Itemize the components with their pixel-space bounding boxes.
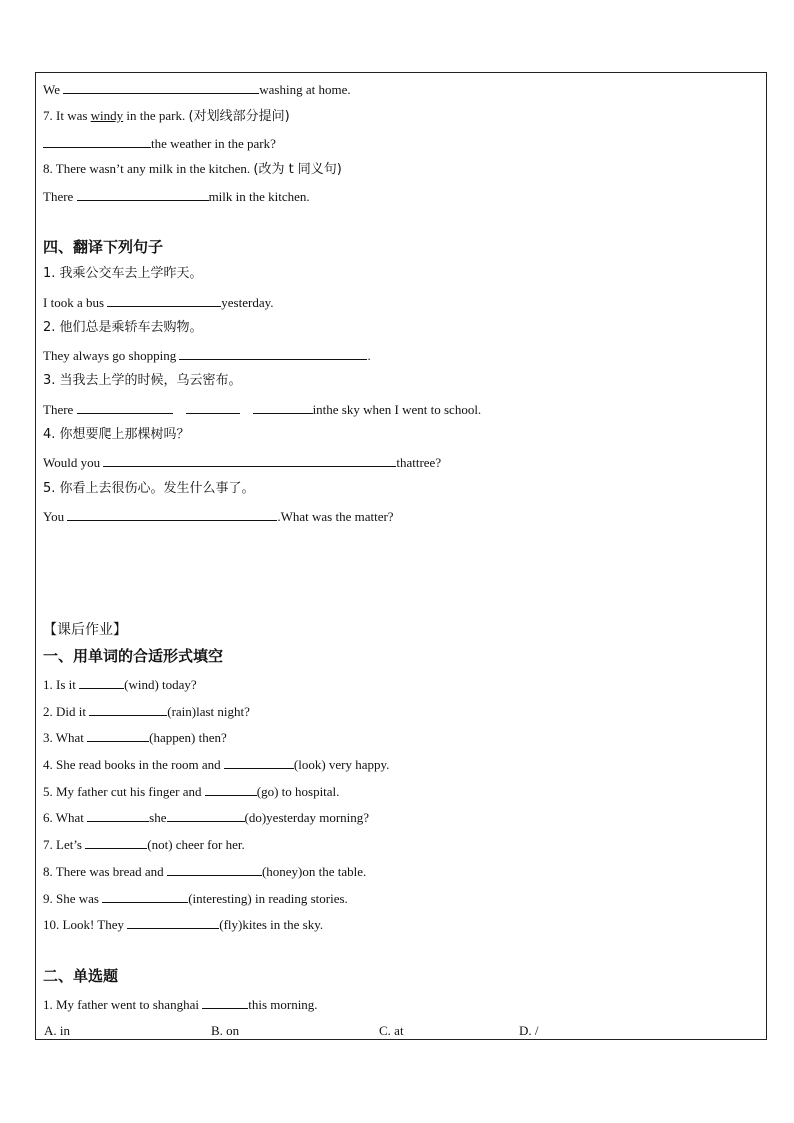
- translation-answer-5: You .What was the matter?: [43, 509, 394, 524]
- answer-blank[interactable]: [77, 401, 173, 414]
- translation-answer-1: I took a bus yesterday.: [43, 295, 274, 310]
- fill-item-10: 10. Look! They (fly)kites in the sky.: [43, 917, 324, 932]
- fill-item-6: 6. What she (do)yesterday morning?: [43, 810, 370, 825]
- answer-blank[interactable]: [202, 996, 248, 1009]
- translation-answer-4: Would you thattree?: [43, 455, 442, 470]
- answer-blank[interactable]: [67, 508, 277, 521]
- answer-blank[interactable]: [87, 729, 149, 742]
- fill-item-2: 2. Did it (rain)last night?: [43, 704, 250, 719]
- mc-option-b[interactable]: B. on: [211, 1023, 240, 1038]
- translation-prompt-4: 4. 你想要爬上那棵树吗？: [43, 427, 190, 442]
- homework-part-2-heading: 二、单选题: [43, 967, 119, 985]
- answer-blank[interactable]: [85, 836, 147, 849]
- translation-prompt-1: 1. 我乘公交车去上学昨天。: [43, 266, 203, 281]
- answer-blank[interactable]: [253, 401, 313, 414]
- fill-item-8: 8. There was bread and (honey)on the table.: [43, 864, 367, 879]
- rewrite-line-we: We washing at home.: [43, 82, 351, 97]
- translation-prompt-2: 2. 他们总是乘轿车去购物。: [43, 320, 203, 335]
- answer-blank[interactable]: [89, 703, 167, 716]
- answer-blank[interactable]: [205, 783, 257, 796]
- answer-blank[interactable]: [43, 135, 151, 148]
- mc-option-d[interactable]: D. /: [519, 1023, 539, 1038]
- section-4-heading: 四、翻译下列句子: [43, 238, 164, 256]
- fill-item-7: 7. Let’s (not) cheer for her.: [43, 837, 245, 852]
- answer-line-8: There milk in the kitchen.: [43, 189, 310, 204]
- translation-prompt-5: 5. 你看上去很伤心。发生什么事了。: [43, 481, 255, 496]
- homework-part-1-heading: 一、用单词的合适形式填空: [43, 647, 224, 665]
- mc-question-1: 1. My father went to shanghai this morning.: [43, 997, 318, 1012]
- answer-blank[interactable]: [103, 454, 396, 467]
- answer-blank[interactable]: [167, 809, 245, 822]
- answer-blank[interactable]: [77, 188, 209, 201]
- answer-blank[interactable]: [167, 863, 262, 876]
- mc-option-a[interactable]: A. in: [44, 1023, 70, 1038]
- answer-blank[interactable]: [186, 401, 240, 414]
- answer-blank[interactable]: [127, 916, 219, 929]
- mc-option-c[interactable]: C. at: [379, 1023, 404, 1038]
- answer-blank[interactable]: [79, 676, 124, 689]
- translation-answer-2: They always go shopping .: [43, 348, 371, 363]
- fill-item-9: 9. She was (interesting) in reading stories.: [43, 891, 348, 906]
- translation-prompt-3: 3. 当我去上学的时候，乌云密布。: [43, 373, 242, 388]
- answer-line-7: the weather in the park?: [43, 135, 276, 152]
- answer-blank[interactable]: [179, 347, 367, 360]
- answer-blank[interactable]: [102, 890, 188, 903]
- answer-blank[interactable]: [63, 81, 259, 94]
- answer-blank[interactable]: [224, 756, 294, 769]
- fill-item-1: 1. Is it (wind) today?: [43, 677, 197, 692]
- fill-item-4: 4. She read books in the room and (look) very happy.: [43, 757, 390, 772]
- answer-blank[interactable]: [107, 294, 221, 307]
- question-7: 7. It was windy in the park. (对划线部分提问): [43, 108, 290, 124]
- translation-answer-3: There inthe sky when I went to school.: [43, 402, 482, 417]
- answer-blank[interactable]: [87, 809, 149, 822]
- fill-item-5: 5. My father cut his finger and (go) to hospital.: [43, 784, 340, 799]
- question-8: 8. There wasn’t any milk in the kitchen. (改为 t 同义句): [43, 161, 342, 177]
- fill-item-3: 3. What (happen) then?: [43, 730, 227, 745]
- homework-title: 【课后作业】: [43, 622, 127, 638]
